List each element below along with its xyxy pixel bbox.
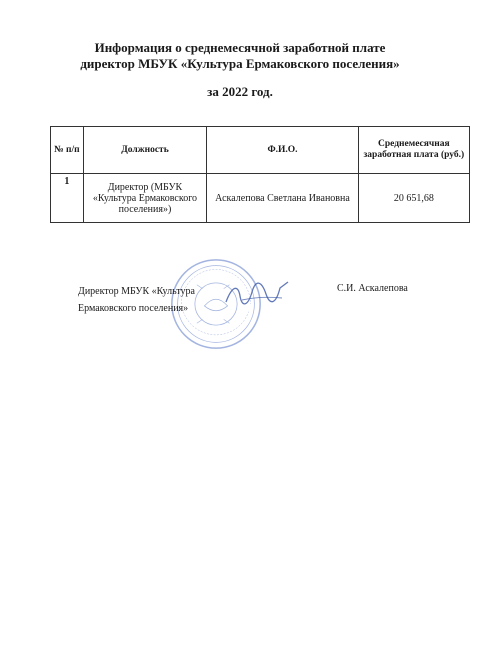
table-row bbox=[51, 174, 470, 223]
signatory-title-line-2: Ермаковского поселения» bbox=[78, 303, 189, 314]
title-line-1: Информация о среднемесячной заработной плате bbox=[94, 40, 386, 55]
header-salary: Среднемесячная заработная плата (руб.) bbox=[358, 127, 469, 174]
cell-salary: 20 651,68 bbox=[358, 174, 469, 223]
table-header-row bbox=[51, 127, 470, 174]
header-name: Ф.И.О. bbox=[207, 127, 358, 174]
title-line-2: директор МБУК «Культура Ермаковского поселения» bbox=[80, 56, 400, 71]
document-year: за 2022 год. bbox=[207, 84, 273, 99]
signatory-name: С.И. Аскалепова bbox=[337, 283, 408, 294]
cell-name: Аскалепова Светлана Ивановна bbox=[207, 174, 358, 223]
signatory-title-line-1: Директор МБУК «Культура bbox=[78, 286, 195, 297]
salary-table bbox=[50, 126, 470, 223]
header-num: № п/п bbox=[51, 127, 84, 174]
cell-num: 1 bbox=[51, 174, 84, 223]
cell-position: Директор (МБУК «Культура Ермаковского поселения») bbox=[83, 174, 207, 223]
signatory-title bbox=[78, 283, 238, 317]
header-position: Должность bbox=[83, 127, 207, 174]
document-title bbox=[60, 40, 420, 72]
